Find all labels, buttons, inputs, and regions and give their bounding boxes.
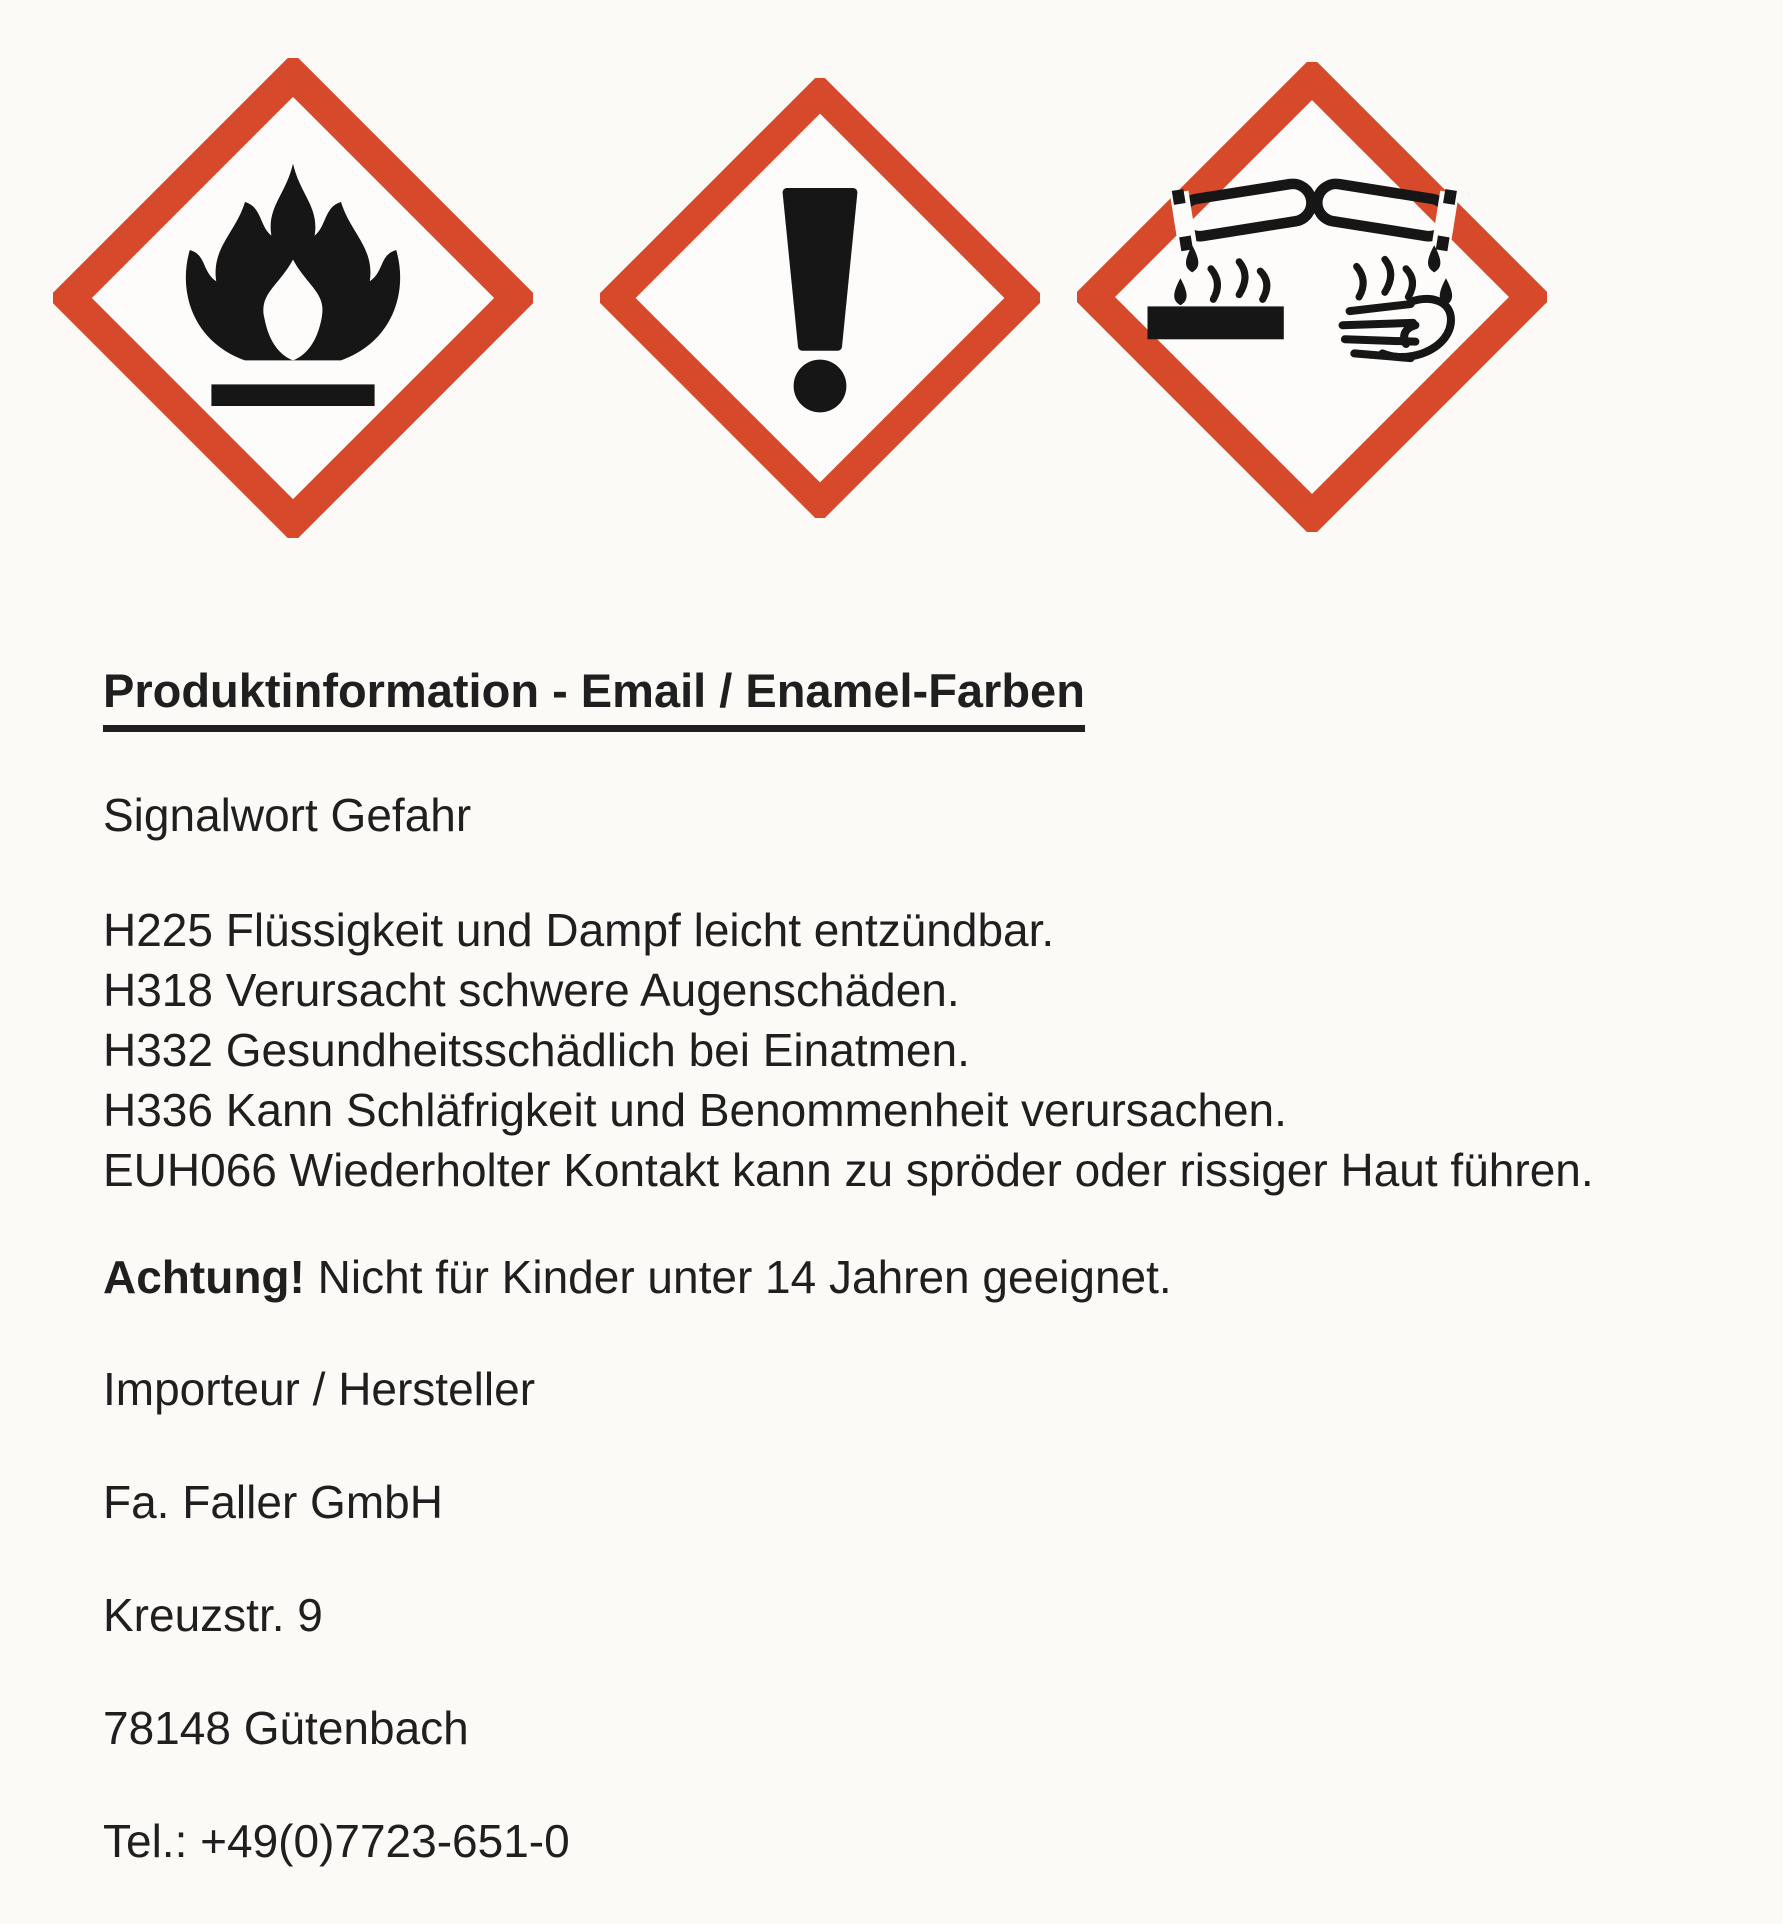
page-title-row (103, 663, 1085, 732)
hazard-statement-h336: H336 Kann Schläfrigkeit und Benommenheit verursachen. (103, 1084, 1287, 1136)
street-address: Kreuzstr. 9 (103, 1589, 323, 1641)
hazard-statements (103, 900, 1594, 1200)
signal-word: Signalwort Gefahr (103, 789, 472, 841)
exclamation-icon (787, 192, 853, 412)
hazard-statement-euh066: EUH066 Wiederholter Kontakt kann zu spröder oder rissiger Haut führen. (103, 1144, 1594, 1196)
manufacturer-name: Fa. Faller GmbH (103, 1476, 443, 1528)
importer-heading: Importeur / Hersteller (103, 1363, 536, 1415)
hazard-statement-h318: H318 Verursacht schwere Augenschäden. (103, 964, 960, 1016)
irritant-pictogram (600, 78, 1040, 518)
hazard-statement-h332: H332 Gesundheitsschädlich bei Einatmen. (103, 1024, 970, 1076)
corrosive-pictogram (1077, 62, 1547, 532)
phone-number: Tel.: +49(0)7723-651-0 (103, 1815, 570, 1867)
flammable-pictogram (53, 58, 533, 538)
page-title: Produktinformation - Email / Enamel-Farben (103, 663, 1085, 732)
city-address: 78148 Gütenbach (103, 1702, 469, 1754)
warning-note (103, 1250, 1172, 1304)
hazard-statement-h225: H225 Flüssigkeit und Dampf leicht entzündbar. (103, 904, 1055, 956)
warning-signal-word: Achtung! (103, 1251, 305, 1303)
diamond-border (1093, 78, 1530, 515)
warning-text: Nicht für Kinder unter 14 Jahren geeignet. (304, 1251, 1172, 1303)
